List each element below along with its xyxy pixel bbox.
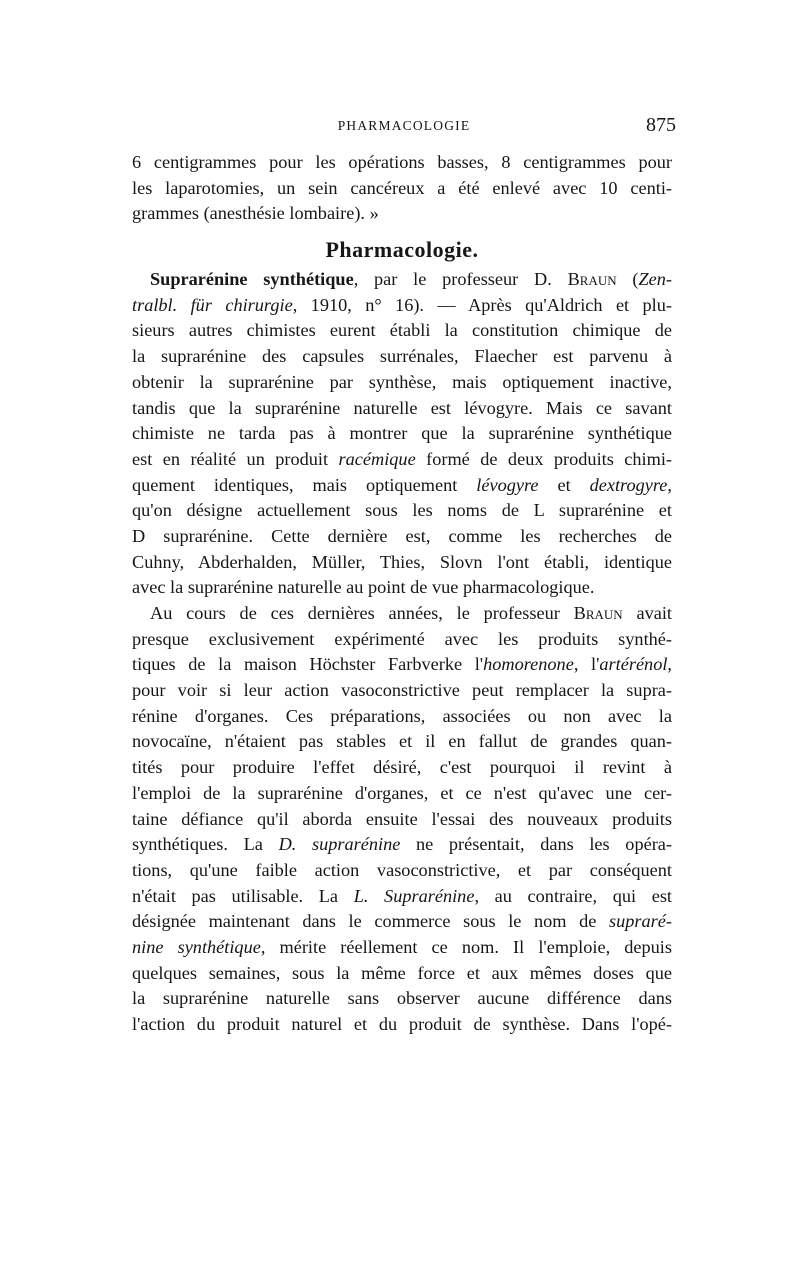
- text-run: quement identiques, mais optiquement: [132, 474, 477, 495]
- text-line: taine défiance qu'il aborda ensuite l'essai des nouveaux produits: [132, 808, 672, 829]
- text-line: [132, 935, 672, 961]
- text-run: formé de deux produits chimi-: [415, 448, 672, 469]
- text-run: (: [616, 269, 639, 290]
- text-run: et: [538, 474, 590, 495]
- journal-name: Zen-: [638, 269, 672, 290]
- author-name: Braun: [573, 603, 623, 623]
- text-run: Au cours de ces dernières années, le professeur: [150, 603, 574, 623]
- text-line: grammes (anesthésie lombaire). »: [132, 203, 379, 224]
- text-run: est en réalité un produit: [132, 448, 339, 469]
- text-run: , l': [573, 654, 600, 675]
- italic-term: lévogyre: [476, 474, 539, 495]
- text-line: [132, 293, 672, 319]
- section-heading: Pharmacologie.: [325, 237, 479, 263]
- text-line: avec la suprarénine naturelle au point de vue pharmacologique.: [132, 577, 595, 598]
- italic-term: supraré-: [609, 911, 672, 932]
- author-name: Braun: [567, 269, 617, 290]
- italic-term: nine synthétique: [132, 936, 261, 957]
- text-line: [132, 601, 672, 627]
- italic-term: dextrogyre: [589, 474, 668, 495]
- text-run: ne présentait, dans les opéra-: [400, 834, 672, 855]
- text-line: qu'on désigne actuellement sous les noms de L suprarénine et: [132, 500, 672, 521]
- text-line: l'action du produit naturel et du produit de synthèse. Dans l'opé-: [132, 1014, 672, 1034]
- page-number: 875: [646, 114, 676, 136]
- running-title: PHARMACOLOGIE: [337, 118, 471, 133]
- text-line: quelques semaines, sous la même force et aux mêmes doses que: [132, 962, 672, 983]
- text-line: la suprarénine naturelle sans observer aucune différence dans: [132, 988, 672, 1009]
- text-line: Cuhny, Abderhalden, Müller, Thies, Slovn l'ont établi, identique: [132, 551, 672, 572]
- text-line: [132, 447, 672, 473]
- text-run: ,: [667, 474, 672, 495]
- text-line: chimiste ne tarda pas à montrer que la suprarénine synthétique: [132, 423, 672, 444]
- text-run: désignée maintenant dans le commerce sous le nom de: [132, 911, 610, 932]
- text-line: tandis que la suprarénine naturelle est lévogyre. Mais ce savant: [132, 397, 672, 418]
- text-line: tions, qu'une faible action vasoconstrictive, et par conséquent: [132, 859, 672, 880]
- article-title: Suprarénine synthétique: [150, 269, 354, 290]
- text-line: [132, 909, 672, 935]
- text-run: n'était pas utilisable. La: [132, 885, 354, 906]
- text-run: , mérite réellement ce nom. Il l'emploie, depuis: [260, 936, 672, 957]
- text-line: tités pour produire l'effet désiré, c'est pourquoi il revint à: [132, 757, 672, 778]
- text-line: pour voir si leur action vasoconstrictive peut remplacer la supra-: [132, 680, 672, 701]
- text-line: rénine d'organes. Ces préparations, associées ou non avec la: [132, 705, 672, 726]
- text-line: [132, 652, 672, 678]
- text-line: novocaïne, n'étaient pas stables et il en fallut de grandes quan-: [132, 731, 672, 752]
- journal-name: tralbl. für chirurgie: [132, 294, 293, 315]
- italic-term: racémique: [338, 448, 416, 469]
- text-run: , 1910, n° 16). — Après qu'Aldrich et plu-: [292, 294, 672, 315]
- text-line: D suprarénine. Cette dernière est, comme les recherches de: [132, 525, 672, 546]
- text-line: [132, 832, 672, 858]
- text-line: les laparotomies, un sein cancéreux a été enlevé avec 10 centi-: [132, 177, 672, 198]
- italic-term: artérénol: [599, 654, 668, 675]
- text-line: la suprarénine des capsules surrénales, Flaecher est parvenu à: [132, 346, 672, 367]
- text-run: ,: [667, 654, 672, 675]
- text-line: presque exclusivement expérimenté avec les produits synthé-: [132, 628, 672, 649]
- text-run: avait: [622, 603, 672, 623]
- text-line: sieurs autres chimistes eurent établi la constitution chimique de: [132, 320, 672, 341]
- italic-term: L. Suprarénine: [353, 885, 475, 906]
- text-run: synthétiques. La: [132, 834, 279, 855]
- text-line: [132, 473, 672, 499]
- italic-term: homorenone: [483, 654, 574, 675]
- text-line: obtenir la suprarénine par synthèse, mais optiquement inactive,: [132, 371, 672, 392]
- running-header: [132, 114, 676, 138]
- text-line: l'emploi de la suprarénine d'organes, et ce n'est qu'avec une cer-: [132, 782, 672, 803]
- text-line: [132, 267, 672, 293]
- text-run: , au contraire, qui est: [474, 885, 673, 906]
- italic-term: D. suprarénine: [278, 834, 401, 855]
- text-line: 6 centigrammes pour les opérations basses, 8 centigrammes pour: [132, 152, 672, 172]
- body-text: [132, 150, 672, 1038]
- text-run: , par le professeur D.: [353, 269, 568, 290]
- text-run: tiques de la maison Höchster Farbverke l': [132, 654, 484, 675]
- text-line: [132, 884, 672, 910]
